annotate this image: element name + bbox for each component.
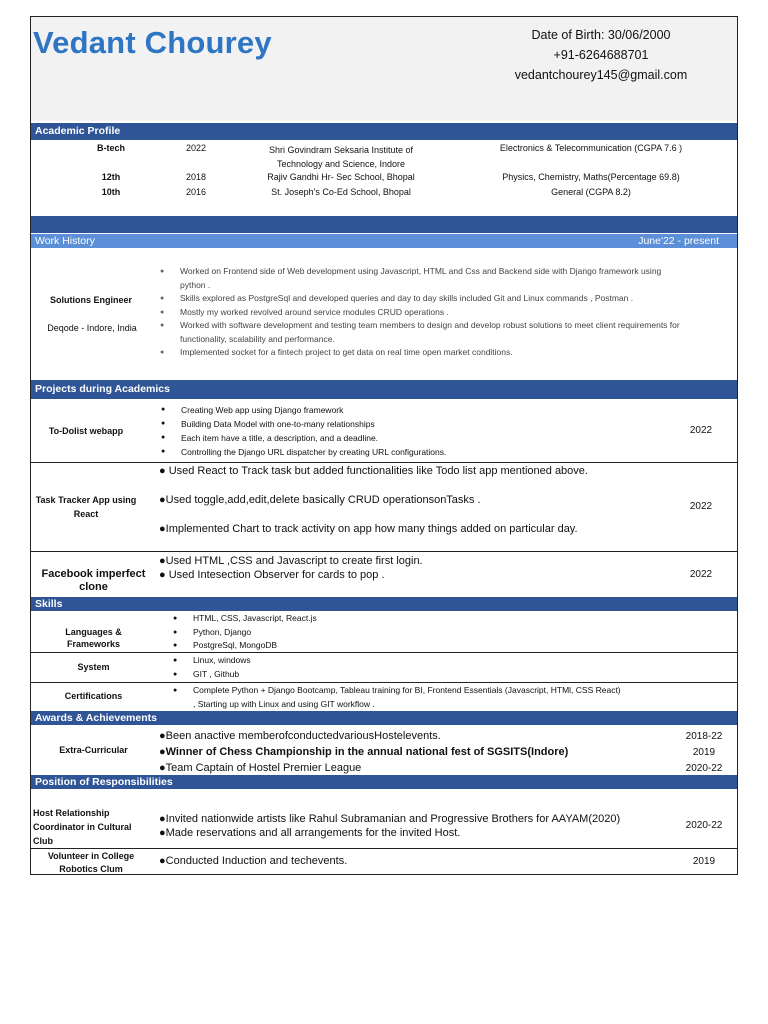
project-year: 2022 — [689, 425, 713, 436]
list-item: ● Creating Web app using Django framework — [181, 403, 641, 417]
list-item: ● Python, Django — [193, 626, 493, 640]
resume-page — [30, 16, 738, 875]
project-name: Facebook imperfect clone — [41, 568, 146, 593]
responsibility-year: 2020-22 — [685, 820, 723, 831]
list-item: ● Complete Python + Django Bootcamp, Tableau training for BI, Frontend Essentials (Javascript, HTMl, CSS React) , Starting up with Linux and using GIT workflow . — [193, 684, 623, 711]
section-header-awards — [31, 711, 737, 725]
list-item: ●Invited nationwide artists like Rahul Subramanian and Progressive Brothers for AAYAM(2020) — [159, 813, 621, 825]
skill-category: Languages & Frameworks — [65, 627, 122, 649]
section-title: Work History — [35, 235, 95, 247]
email-address: vedantchourey145@gmail.com — [514, 68, 688, 82]
job-role: Solutions Engineer — [49, 295, 132, 305]
field: Electronics & Telecommunication (CGPA 7.6 ) — [499, 143, 683, 153]
project-row — [31, 463, 737, 551]
work-period: June'22 - present — [638, 235, 719, 247]
academic-table — [31, 142, 737, 212]
responsibility-role: Volunteer in College Robotics Clum — [47, 851, 135, 874]
year: 2016 — [185, 187, 207, 197]
section-header-skills — [31, 597, 737, 611]
section-title: Projects during Academics — [35, 383, 170, 395]
list-item: ● Each item have a title, a description, and a deadline. — [181, 431, 641, 445]
skill-items — [193, 612, 493, 653]
work-section — [31, 249, 737, 379]
list-item: ● Controlling the Django URL dispatcher by creating URL configurations. — [181, 445, 641, 459]
skills-row — [31, 683, 737, 711]
list-item: ● Worked on Frontend side of Web development using Javascript, HTML and Css and Backend side with Django framework using python . — [180, 265, 685, 292]
project-row — [31, 400, 737, 462]
date-of-birth: Date of Birth: 30/06/2000 — [531, 28, 671, 42]
skills-row — [31, 653, 737, 682]
list-item: ● Worked with software development and testing team members to design and develop robust solutions to meet client requirements for functionality, scalability and performance. — [180, 319, 685, 346]
skill-items — [193, 684, 623, 711]
list-item: ● GIT , Github — [193, 668, 493, 682]
project-name: To-Dolist webapp — [48, 426, 124, 436]
section-header-work — [31, 234, 737, 248]
field: Physics, Chemistry, Maths(Percentage 69.8) — [502, 172, 680, 182]
award-year: 2019 — [692, 747, 716, 758]
company: Deqode - Indore, India — [47, 323, 137, 333]
header — [31, 17, 737, 121]
list-item: ●Winner of Chess Championship in the annual national fest of SGSITS(Indore) — [159, 746, 569, 758]
project-year: 2022 — [689, 501, 713, 512]
responsibility-items — [159, 855, 699, 867]
award-year: 2018-22 — [685, 731, 723, 742]
phone-number: +91-6264688701 — [553, 48, 649, 62]
field: General (CGPA 8.2) — [551, 187, 631, 197]
list-item: ● PostgreSql, MongoDB — [193, 639, 493, 653]
school: St. Joseph's Co-Ed School, Bhopal — [271, 187, 411, 197]
award-years — [679, 729, 729, 777]
section-header-academic — [31, 123, 737, 140]
skill-items — [193, 654, 493, 681]
list-item: ● Used Intesection Observer for cards to pop . — [159, 569, 385, 581]
year: 2018 — [185, 172, 207, 182]
project-items — [181, 403, 641, 459]
project-row — [31, 553, 737, 598]
contact-block — [471, 25, 731, 85]
list-item: ●Been anactive memberofconductedvariousHostelevents. — [159, 730, 441, 742]
responsibility-role: Host Relationship Coordinator in Cultural Club — [33, 808, 132, 846]
section-header-responsibility — [31, 775, 737, 789]
list-item: ● Implemented socket for a fintech project to get data on real time open market conditions. — [180, 346, 685, 360]
project-year: 2022 — [689, 569, 713, 580]
responsibility-year: 2019 — [692, 856, 716, 867]
responsibility-items — [159, 812, 699, 840]
candidate-name: Vedant Chourey — [33, 25, 272, 60]
list-item: ● Building Data Model with one-to-many relationships — [181, 417, 641, 431]
award-category: Extra-Curricular — [59, 745, 128, 755]
skill-category: Certifications — [64, 691, 123, 701]
school: Rajiv Gandhi Hr- Sec School, Bhopal — [267, 172, 415, 182]
list-item: ●Implemented Chart to track activity on app how many things added on particular day. — [159, 523, 578, 535]
list-item: ●Team Captain of Hostel Premier League — [159, 762, 362, 774]
skills-row — [31, 612, 737, 652]
list-item: ●Conducted Induction and techevents. — [159, 855, 348, 867]
skill-category: System — [77, 662, 110, 672]
section-title: Awards & Achievements — [35, 712, 157, 724]
responsibility-row — [31, 849, 737, 875]
year: 2022 — [185, 143, 207, 153]
row-divider — [31, 551, 737, 552]
award-year: 2020-22 — [685, 763, 723, 774]
award-list — [159, 728, 719, 776]
section-header-projects — [31, 380, 737, 399]
degree: 10th — [101, 187, 121, 197]
section-divider-band — [31, 216, 737, 233]
work-list — [180, 265, 685, 360]
degree: 12th — [101, 172, 121, 182]
project-name: Task Tracker App using React — [35, 495, 137, 519]
list-item: ● Mostly my worked revolved around service modules CRUD operations . — [180, 306, 685, 320]
degree: B-tech — [96, 143, 125, 153]
list-item: ● Skills explored as PostgreSql and developed queries and day to day skills included Git and Linux commands , Postman . — [180, 292, 685, 306]
section-title: Position of Responsibilities — [35, 776, 173, 788]
list-item: ● HTML, CSS, Javascript, React.js — [193, 612, 493, 626]
list-item: ●Used toggle,add,edit,delete basically CRUD operationsonTasks . — [159, 494, 481, 506]
section-title: Academic Profile — [35, 125, 121, 137]
project-items — [159, 554, 659, 582]
awards-section — [31, 726, 737, 775]
responsibility-row — [31, 790, 737, 848]
list-item: ● Used React to Track task but added functionalities like Todo list app mentioned above. — [159, 465, 588, 477]
list-item: ●Made reservations and all arrangements for the invited Host. — [159, 827, 461, 839]
list-item: ● Linux, windows — [193, 654, 493, 668]
section-title: Skills — [35, 598, 63, 610]
list-item: ●Used HTML ,CSS and Javascript to create first login. — [159, 555, 423, 567]
school: Shri Govindram Seksaria Institute of Technology and Science, Indore — [268, 145, 414, 169]
